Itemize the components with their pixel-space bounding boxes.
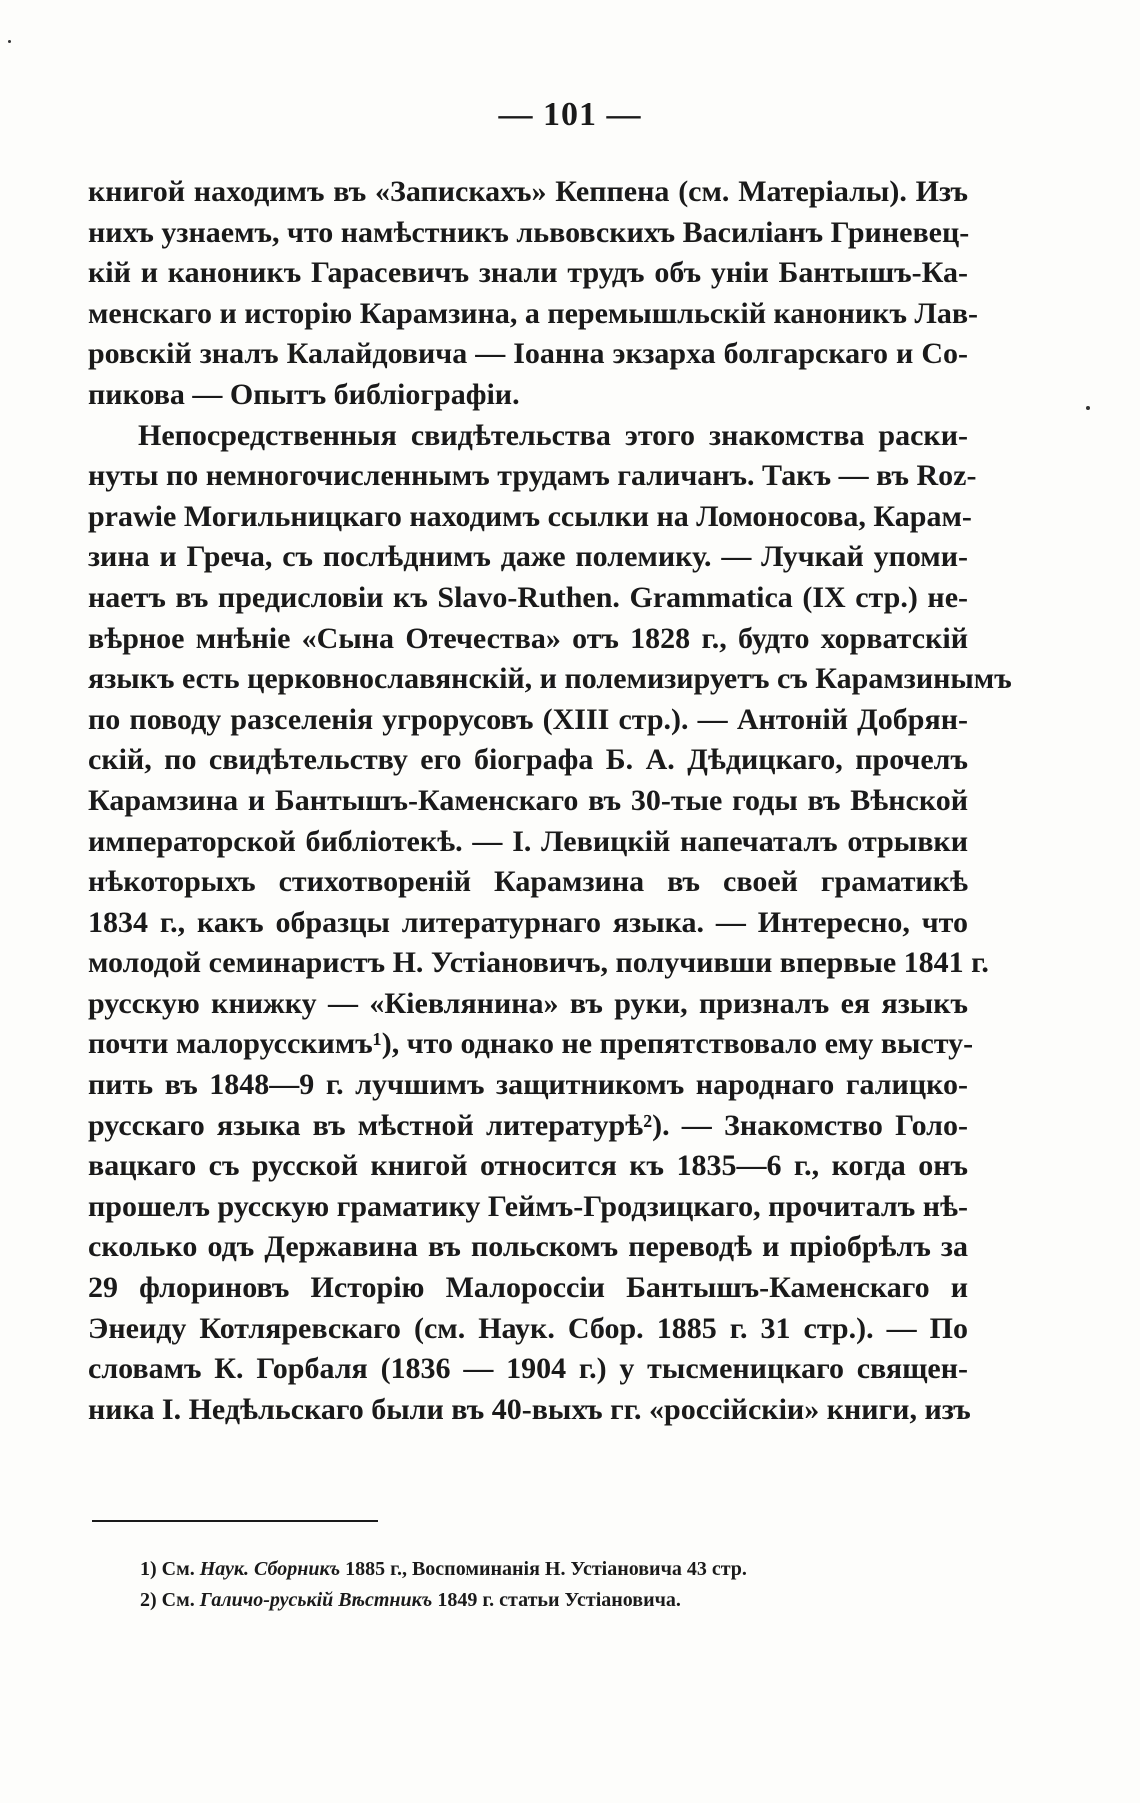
text-line: русскаго языка въ мѣстной литературѣ²). — Знакомство Голо-: [88, 1108, 968, 1142]
footnote-marker: 1) См.: [140, 1558, 195, 1580]
scan-speck: [1086, 406, 1090, 410]
body-text: [88, 172, 1012, 1430]
text-line: Карамзина и Бантышъ-Каменскаго въ 30-тые годы въ Вѣнской: [88, 783, 968, 817]
text-line: пикова — Опытъ библіографіи.: [88, 377, 520, 411]
footnote-separator: [92, 1520, 378, 1522]
text-line: языкъ есть церковнославянскій, и полемизируетъ съ Карамзинымъ: [88, 662, 1012, 696]
text-line: менскаго и исторію Карамзина, а перемышльскій каноникъ Лав-: [88, 296, 979, 330]
footnotes: [140, 1554, 940, 1616]
text-line: наетъ въ предисловіи къ Slavo-Ruthen. Grammatica (IX стр.) не-: [88, 580, 968, 614]
text-line: prawie Могильницкаго находимъ ссылки на Ломоносова, Карам-: [88, 499, 972, 533]
footnote-1: [140, 1554, 940, 1585]
text-line: ника І. Недѣльскаго были въ 40-выхъ гг. «россійскіи» книги, изъ: [88, 1392, 971, 1426]
scan-speck: [8, 40, 11, 43]
text-line: зина и Греча, съ послѣднимъ даже полемику. — Лучкай упоми-: [88, 540, 968, 574]
text-line: Энеиду Котляревскаго (см. Наук. Сбор. 1885 г. 31 стр.). — По: [88, 1311, 968, 1345]
text-line: почти малорусскимъ¹), что однако не препятствовало ему высту-: [88, 1027, 974, 1061]
text-line: прошелъ русскую граматику Геймъ-Гродзицкаго, прочиталъ нѣ-: [88, 1189, 968, 1223]
text-line: по поводу разселенія угрорусовъ (XIII стр.). — Антоній Добрян-: [88, 702, 968, 736]
footnote-text: 1849 г. статьи Устіановича.: [437, 1589, 681, 1611]
text-line: словамъ К. Горбаля (1836 — 1904 г.) у тысменицкаго священ-: [88, 1352, 968, 1386]
text-line: нихъ узнаемъ, что намѣстникъ львовскихъ Василіанъ Гриневец-: [88, 215, 970, 249]
text-line: сколько одъ Державина въ польскомъ переводѣ и пріобрѣлъ за: [88, 1230, 968, 1264]
text-line: ровскій зналъ Калайдовича — Іоанна экзарха болгарскаго и Со-: [88, 337, 968, 371]
text-line: вѣрное мнѣніе «Сына Отечества» отъ 1828 г., будто хорватскій: [88, 621, 968, 655]
footnote-2: [140, 1585, 940, 1616]
text-line-paragraph-start: Непосредственныя свидѣтельства этого знакомства раски-: [138, 418, 968, 452]
text-line: книгой находимъ въ «Запискахъ» Кеппена (см. Матеріалы). Изъ: [88, 175, 968, 208]
text-line: императорской библіотекѣ. — I. Левицкій напечаталъ отрывки: [88, 824, 968, 858]
text-line: вацкаго съ русской книгой относится къ 1835—6 г., когда онъ: [88, 1149, 968, 1183]
text-line: нѣкоторыхъ стихотвореній Карамзина въ своей граматикѣ: [88, 865, 968, 899]
page-number: — 101 —: [498, 96, 642, 133]
text-line: кій и каноникъ Гарасевичъ знали трудъ объ уніи Бантышъ-Ка-: [88, 256, 968, 290]
text-line: 1834 г., какъ образцы литературнаго языка. — Интересно, что: [88, 905, 968, 939]
footnote-title: Наук. Сборникъ: [199, 1558, 341, 1580]
text-line: скій, по свидѣтельству его біографа Б. А. Дѣдицкаго, прочелъ: [88, 743, 968, 777]
text-line: 29 флориновъ Исторію Малороссіи Бантышъ-Каменскаго и: [88, 1271, 968, 1305]
text-line: пить въ 1848—9 г. лучшимъ защитникомъ народнаго галицко-: [88, 1068, 968, 1102]
text-line: русскую книжку — «Кіевлянина» въ руки, призналъ ея языкъ: [88, 986, 968, 1020]
footnote-title: Галичо-руській Вѣстникъ: [199, 1589, 433, 1611]
footnote-text: 1885 г., Воспоминанія Н. Устіановича 43 стр.: [345, 1558, 747, 1580]
footnote-marker: 2) См.: [140, 1589, 195, 1611]
text-line: нуты по немногочисленнымъ трудамъ галичанъ. Такъ — въ Roz-: [88, 459, 977, 493]
text-line: молодой семинаристъ Н. Устіановичъ, получивши впервые 1841 г.: [88, 946, 989, 980]
